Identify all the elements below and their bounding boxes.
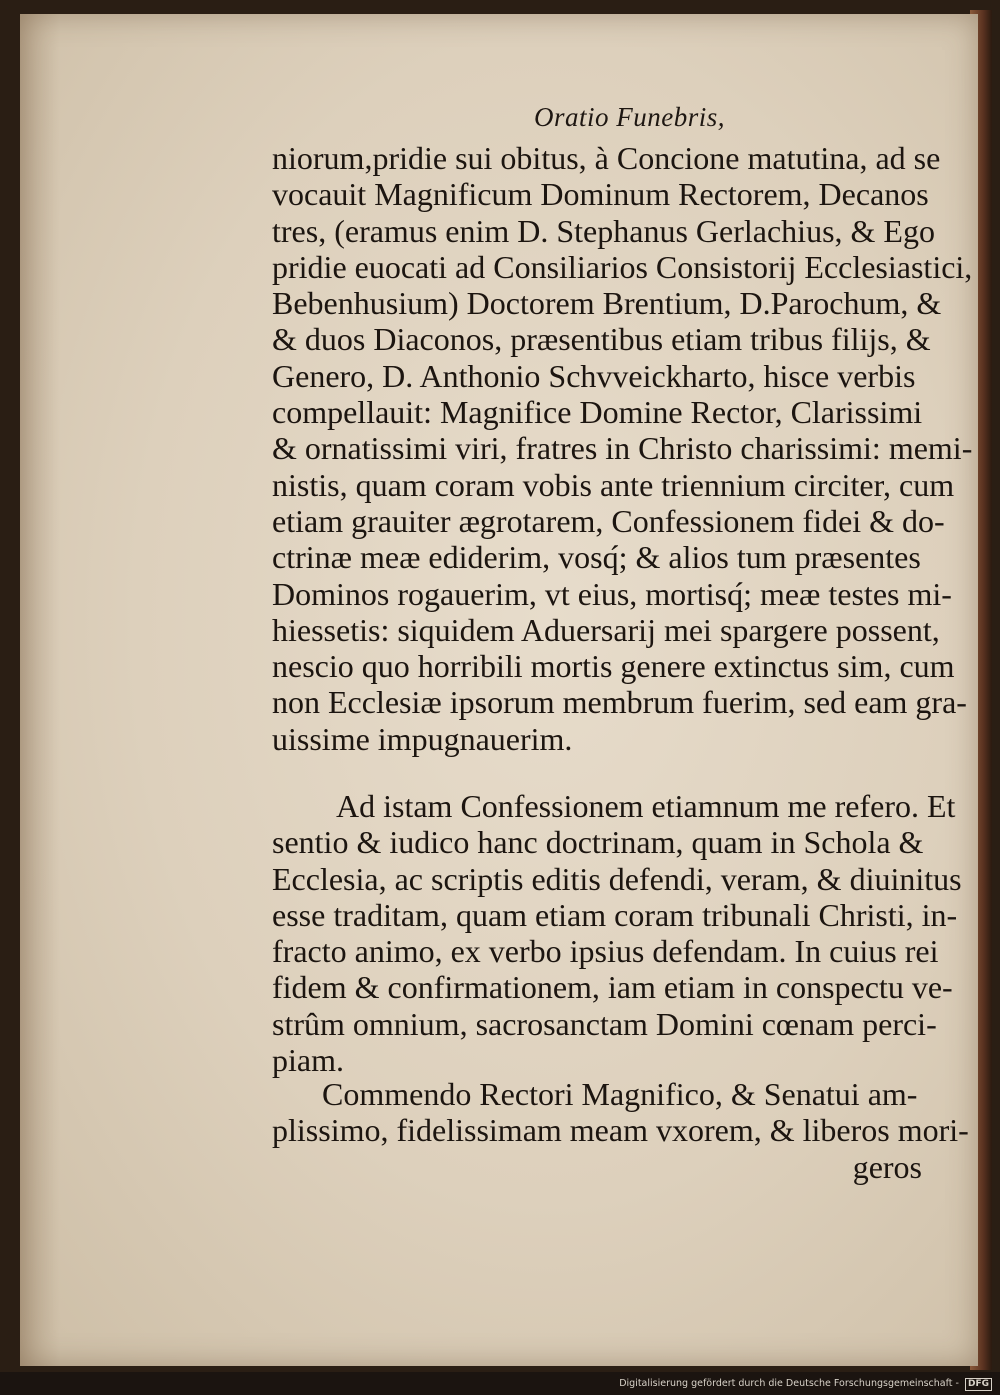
text-line: non Ecclesiæ ipsorum membrum fuerim, sed eam gra- bbox=[272, 684, 967, 721]
text-line: pridie euocati ad Consiliarios Consistorij Ecclesiastici, bbox=[272, 248, 973, 285]
catchword: geros bbox=[852, 1148, 922, 1185]
credit-text: Digitalisierung gefördert durch die Deutsche Forschungsgemeinschaft - bbox=[619, 1378, 959, 1389]
text-line: nescio quo horribili mortis genere extinctus sim, cum bbox=[272, 648, 955, 685]
text-line: Genero, D. Anthonio Schvveickharto, hisce verbis bbox=[272, 357, 916, 394]
dfg-logo: DFG bbox=[965, 1378, 992, 1391]
text-line: & ornatissimi viri, fratres in Christo charissimi: memi- bbox=[272, 430, 973, 467]
text-line: ctrinæ meæ ediderim, vosq́; & alios tum præsentes bbox=[272, 539, 921, 576]
text-line: vocauit Magnificum Dominum Rectorem, Decanos bbox=[272, 176, 929, 213]
text-line: Bebenhusium) Doctorem Brentium, D.Parochum, & bbox=[272, 285, 942, 322]
text-line: compellauit: Magnifice Domine Rector, Clarissimi bbox=[272, 394, 923, 431]
digitization-credit bbox=[619, 1378, 992, 1391]
text-line: Dominos rogauerim, vt eius, mortisq́; meæ testes mi- bbox=[272, 575, 952, 612]
text-line: uissime impugnauerim. bbox=[272, 720, 573, 757]
text-line: plissimo, fidelissimam meam vxorem, & liberos mori- bbox=[272, 1112, 969, 1149]
text-line: fracto animo, ex verbo ipsius defendam. In cuius rei bbox=[272, 933, 939, 970]
text-line: tres, (eramus enim D. Stephanus Gerlachius, & Ego bbox=[272, 212, 935, 249]
text-line: Commendo Rectori Magnifico, & Senatui am- bbox=[322, 1076, 918, 1112]
text-line: niorum,pridie sui obitus, à Concione matutina, ad se bbox=[272, 140, 941, 176]
text-line: piam. bbox=[272, 1042, 344, 1079]
text-line: esse traditam, quam etiam coram tribunali Christi, in- bbox=[272, 896, 958, 933]
text-line: Ad istam Confessionem etiamnum me refero. Et bbox=[336, 788, 956, 824]
text-line: strûm omnium, sacrosanctam Domini cœnam perci- bbox=[272, 1005, 937, 1042]
text-line: hiessetis: siquidem Aduersarij mei spargere possent, bbox=[272, 611, 940, 648]
text-line: fidem & confirmationem, iam etiam in conspectu ve- bbox=[272, 969, 953, 1006]
paragraph-3 bbox=[272, 1076, 972, 1185]
text-line: nistis, quam coram vobis ante triennium circiter, cum bbox=[272, 466, 955, 503]
paragraph-1 bbox=[272, 140, 972, 757]
text-line: Ecclesia, ac scriptis editis defendi, veram, & diuinitus bbox=[272, 860, 962, 897]
paragraph-2 bbox=[272, 788, 972, 1078]
text-line: & duos Diaconos, præsentibus etiam tribus filijs, & bbox=[272, 321, 931, 358]
text-line: etiam grauiter ægrotarem, Confessionem fidei & do- bbox=[272, 502, 945, 539]
text-line: sentio & iudico hanc doctrinam, quam in Schola & bbox=[272, 824, 924, 861]
running-title: Oratio Funebris, bbox=[534, 102, 726, 132]
gutter-shadow bbox=[20, 14, 60, 1366]
